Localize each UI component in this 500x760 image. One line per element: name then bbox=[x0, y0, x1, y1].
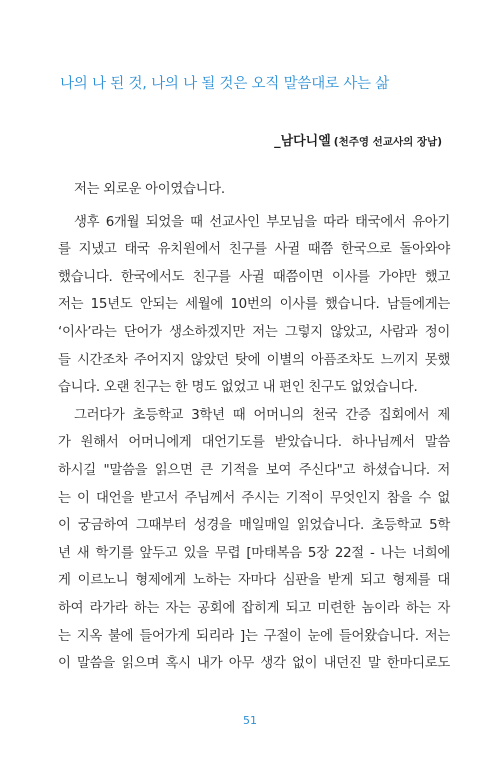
text-line: 하시길 "말씀을 읽으면 큰 기적을 보여 주신다"고 하셨습니다. 저 bbox=[58, 462, 450, 478]
text-line: 습니다. 오랜 친구는 한 명도 없었고 내 편인 친구도 없었습니다. bbox=[58, 380, 418, 396]
author-name: _남다니엘 bbox=[274, 134, 331, 149]
text-line: 저는 외로운 아이였습니다. bbox=[74, 182, 225, 197]
text-line: 는 이 대언을 받고서 주님께서 주시는 기적이 무엇인지 참을 수 없 bbox=[58, 490, 450, 506]
text-line: 는 지옥 불에 들어가게 되리라 ]는 구절이 눈에 들어왔습니다. 저는 bbox=[58, 628, 450, 644]
byline bbox=[274, 132, 442, 151]
text-line: 이 궁금하여 그때부터 성경을 매일매일 읽었습니다. 초등학교 5학 bbox=[58, 518, 450, 534]
text-line: 가 원해서 어머니에게 대언기도를 받았습니다. 하나님께서 말씀 bbox=[58, 435, 450, 451]
text-line: 생후 6개월 되었을 때 선교사인 부모님을 따라 태국에서 유아기 bbox=[74, 214, 450, 230]
text-line: 년 새 학기를 앞두고 있을 무렵 [마태복음 5장 22절 - 나는 너희에 bbox=[58, 545, 450, 561]
text-line: 했습니다. 한국에서도 친구를 사귈 때쯤이면 이사를 가야만 했고 bbox=[58, 269, 450, 285]
text-line: 하여 라가라 하는 자는 공회에 잡히게 되고 미련한 놈이라 하는 자 bbox=[58, 600, 450, 616]
author-role: (천주영 선교사의 장남) bbox=[333, 136, 442, 148]
text-line: 저는 15년도 안되는 세월에 10번의 이사를 했습니다. 남들에게는 bbox=[58, 297, 450, 313]
text-line: ‘이사’라는 단어가 생소하겠지만 저는 그렇지 않았고, 사람과 정이 bbox=[58, 324, 450, 340]
text-line: 그러다가 초등학교 3학년 때 어머니의 천국 간증 집회에서 제 bbox=[74, 407, 450, 423]
text-line: 들 시간조차 주어지지 않았던 탓에 이별의 아픔조차도 느끼지 못했 bbox=[58, 352, 450, 368]
text-line: 이 말씀을 읽으며 혹시 내가 아무 생각 없이 내던진 말 한마디로도 bbox=[58, 656, 450, 672]
text-line: 게 이르노니 형제에게 노하는 자마다 심판을 받게 되고 형제를 대 bbox=[58, 573, 450, 589]
body-text bbox=[58, 176, 450, 678]
text-line: 를 지냈고 태국 유치원에서 친구를 사귈 때쯤 한국으로 돌아와야 bbox=[58, 242, 450, 258]
page-number: 51 bbox=[243, 714, 257, 727]
chapter-title: 나의 나 된 것, 나의 나 될 것은 오직 말씀대로 사는 삶 bbox=[60, 76, 390, 92]
